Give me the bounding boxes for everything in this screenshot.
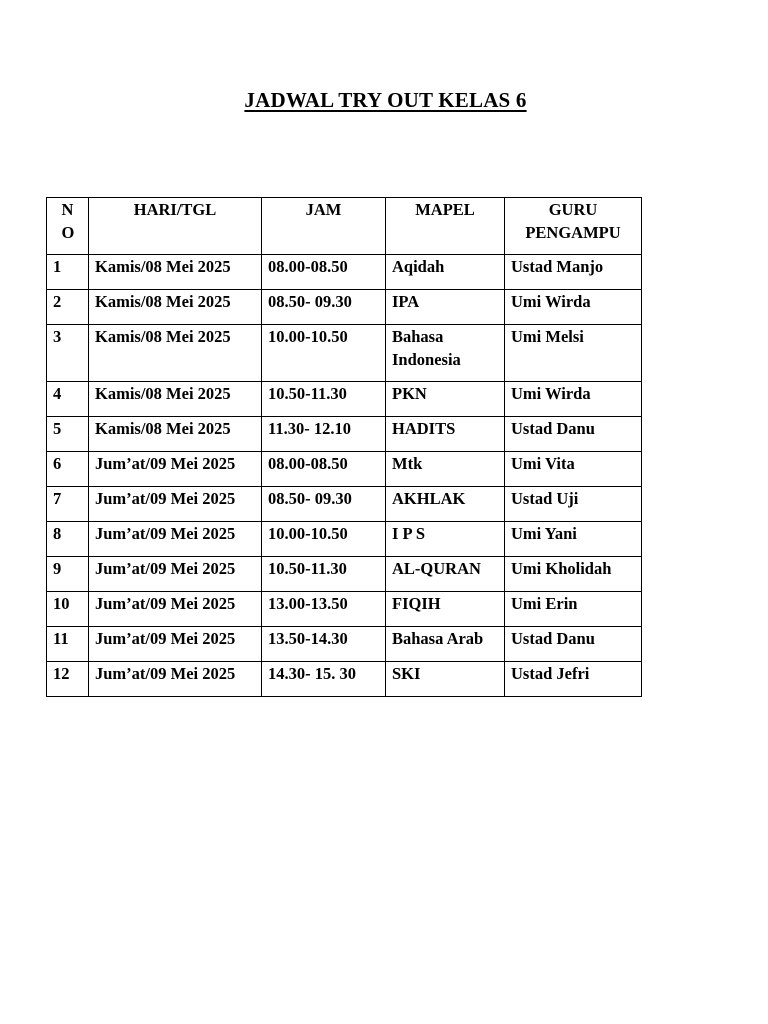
cell-hari-tgl: Jum’at/09 Mei 2025 [89,662,262,697]
cell-hari-tgl: Kamis/08 Mei 2025 [89,417,262,452]
cell-jam: 13.50-14.30 [262,627,386,662]
cell-mapel: Bahasa Indonesia [386,325,505,382]
cell-jam: 11.30- 12.10 [262,417,386,452]
table-row [47,662,642,697]
table-row [47,487,642,522]
cell-no: 4 [47,382,89,417]
cell-jam: 08.50- 09.30 [262,290,386,325]
cell-guru: Umi Melsi [505,325,642,382]
cell-no: 7 [47,487,89,522]
cell-no: 5 [47,417,89,452]
cell-guru: Umi Wirda [505,290,642,325]
cell-mapel: AKHLAK [386,487,505,522]
cell-hari-tgl: Kamis/08 Mei 2025 [89,325,262,382]
cell-hari-tgl: Jum’at/09 Mei 2025 [89,557,262,592]
cell-no: 2 [47,290,89,325]
cell-no: 9 [47,557,89,592]
cell-jam: 10.00-10.50 [262,522,386,557]
header-jam: JAM [262,198,386,255]
cell-jam: 13.00-13.50 [262,592,386,627]
table-row [47,290,642,325]
cell-guru: Umi Vita [505,452,642,487]
cell-no: 1 [47,255,89,290]
cell-hari-tgl: Jum’at/09 Mei 2025 [89,592,262,627]
table-row [47,592,642,627]
cell-no: 6 [47,452,89,487]
cell-jam: 08.50- 09.30 [262,487,386,522]
table-header-row [47,198,642,255]
cell-guru: Umi Kholidah [505,557,642,592]
cell-jam: 08.00-08.50 [262,255,386,290]
cell-guru: Ustad Manjo [505,255,642,290]
cell-mapel: Aqidah [386,255,505,290]
header-hari-tgl: HARI/TGL [89,198,262,255]
table-row [47,255,642,290]
page-title: JADWAL TRY OUT KELAS 6 [244,88,527,112]
header-no [47,198,89,255]
cell-mapel: I P S [386,522,505,557]
cell-no: 10 [47,592,89,627]
table-row [47,452,642,487]
cell-hari-tgl: Kamis/08 Mei 2025 [89,255,262,290]
table-row [47,557,642,592]
cell-guru: Ustad Uji [505,487,642,522]
cell-no: 11 [47,627,89,662]
cell-mapel: Mtk [386,452,505,487]
cell-hari-tgl: Kamis/08 Mei 2025 [89,290,262,325]
cell-mapel: PKN [386,382,505,417]
table-row [47,627,642,662]
cell-jam: 14.30- 15. 30 [262,662,386,697]
cell-jam: 10.50-11.30 [262,382,386,417]
cell-hari-tgl: Kamis/08 Mei 2025 [89,382,262,417]
cell-guru: Umi Yani [505,522,642,557]
cell-guru: Ustad Danu [505,417,642,452]
cell-jam: 08.00-08.50 [262,452,386,487]
cell-jam: 10.00-10.50 [262,325,386,382]
cell-mapel: FIQIH [386,592,505,627]
cell-hari-tgl: Jum’at/09 Mei 2025 [89,522,262,557]
cell-jam: 10.50-11.30 [262,557,386,592]
cell-no: 3 [47,325,89,382]
cell-mapel: IPA [386,290,505,325]
cell-mapel: HADITS [386,417,505,452]
table-row [47,325,642,382]
table-row [47,522,642,557]
cell-no: 12 [47,662,89,697]
cell-hari-tgl: Jum’at/09 Mei 2025 [89,627,262,662]
header-no-label: NO [61,200,75,242]
table-row [47,417,642,452]
cell-hari-tgl: Jum’at/09 Mei 2025 [89,452,262,487]
header-guru: GURU PENGAMPU [505,198,642,255]
cell-hari-tgl: Jum’at/09 Mei 2025 [89,487,262,522]
cell-no: 8 [47,522,89,557]
cell-guru: Umi Wirda [505,382,642,417]
schedule-table [46,197,642,697]
cell-guru: Ustad Danu [505,627,642,662]
cell-guru: Umi Erin [505,592,642,627]
cell-guru: Ustad Jefri [505,662,642,697]
header-mapel: MAPEL [386,198,505,255]
cell-mapel: SKI [386,662,505,697]
cell-mapel: AL-QURAN [386,557,505,592]
cell-mapel: Bahasa Arab [386,627,505,662]
table-row [47,382,642,417]
